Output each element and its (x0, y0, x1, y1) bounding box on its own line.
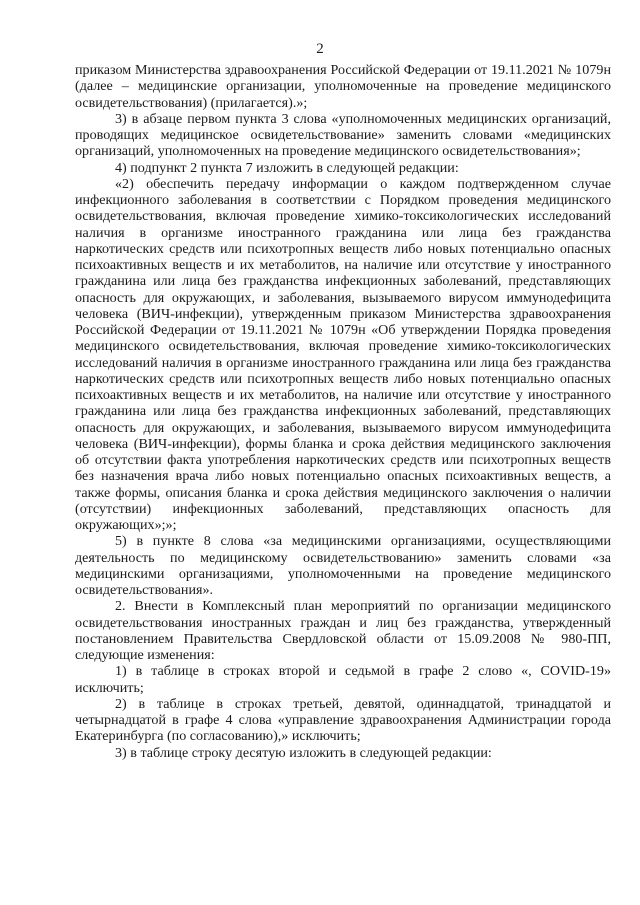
paragraph-5: 5) в пункте 8 слова «за медицинскими организациями, осуществляющими деятельность по медицинскому освидетельствованию» заменить словами «за медицинскими организациями, уполномоченными на проведение медицинского освидетельствования». (75, 533, 611, 598)
page-number: 2 (316, 41, 324, 57)
paragraph-1: приказом Министерства здравоохранения Российской Федерации от 19.11.2021 № 1079н (далее – медицинские организации, уполномоченные на проведение медицинского освидетельствования) (прилагается).»; (75, 62, 611, 111)
paragraph-4: «2) обеспечить передачу информации о каждом подтвержденном случае инфекционного заболевания в соответствии с Порядком проведения медицинского освидетельствования, включая проведение химико-токсикологических исследований наличия в организме иностранного гражданина или лица без гражданства наркотических средств или психотропных веществ либо новых потенциально опасных психоактивных веществ и их метаболитов, на наличие или отсутствие у иностранного гражданина или лица без гражданства инфекционных заболеваний, представляющих опасность для окружающих, и заболевания, вызываемого вирусом иммунодефицита человека (ВИЧ-инфекции), утвержденным приказом Министерства здравоохранения Российской Федерации от 19.11.2021 № 1079н «Об утверждении Порядка проведения медицинского освидетельствования, включая проведение химико-токсикологических исследований наличия в организме иностранного гражданина или лица без гражданства наркотических средств или психотропных веществ либо новых потенциально опасных психоактивных веществ и их метаболитов, на наличие или отсутствие у иностранного гражданина или лица без гражданства инфекционных заболеваний, представляющих опасность для окружающих, и заболевания, вызываемого вирусом иммунодефицита человека (ВИЧ-инфекции), формы бланка и срока действия медицинского заключения об отсутствии факта употребления наркотических средств или психотропных веществ без назначения врача либо новых потенциально опасных психоактивных веществ, а также формы, описания бланка и срока действия медицинского заключения о наличии (отсутствии) инфекционных заболеваний, представляющих опасность для окружающих»;»; (75, 175, 611, 533)
paragraph-8: 2) в таблице в строках третьей, девятой, одиннадцатой, тринадцатой и четырнадцатой в графе 4 слова «управление здравоохранения Администрации города Екатеринбурга (по согласованию),» исключить; (75, 695, 611, 745)
paragraph-3: 4) подпункт 2 пункта 7 изложить в следующей редакции: (115, 159, 459, 176)
document-body (75, 62, 611, 761)
paragraph-6: 2. Внести в Комплексный план мероприятий по организации медицинского освидетельствования иностранных граждан и лиц без гражданства, утвержденный постановлением Правительства Свердловской области от 15.09.2008 № 980-ПП, следующие изменения: (75, 598, 611, 663)
paragraph-2: 3) в абзаце первом пункта 3 слова «уполномоченных медицинских организаций, проводящих медицинское освидетельствование» заменить словами «медицинских организаций, уполномоченных на проведение медицинского освидетельствования»; (75, 110, 611, 160)
paragraph-9: 3) в таблице строку десятую изложить в следующей редакции: (115, 744, 492, 761)
paragraph-7: 1) в таблице в строках второй и седьмой в графе 2 слово «, COVID-19» исключить; (75, 663, 611, 696)
